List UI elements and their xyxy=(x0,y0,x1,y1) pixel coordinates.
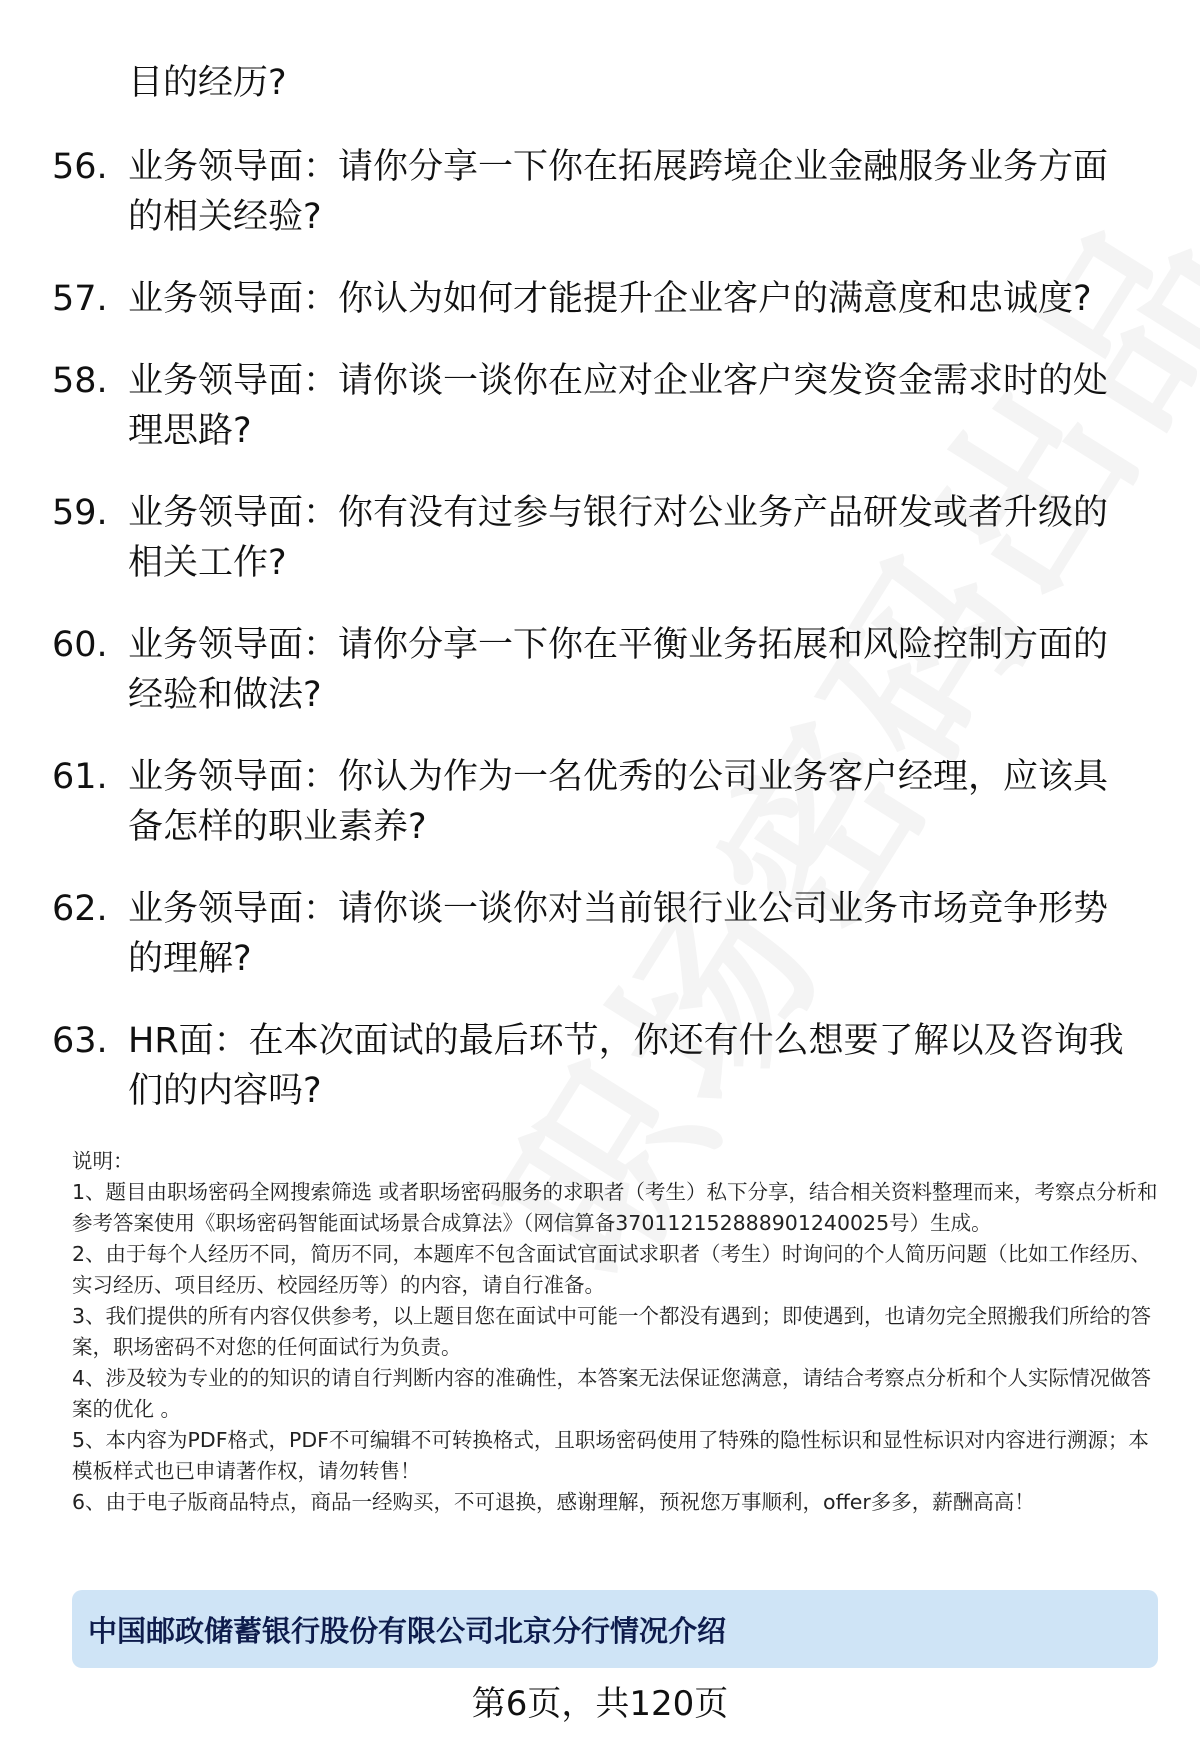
question-number: 60. xyxy=(52,625,108,665)
notes-heading: 说明： xyxy=(72,1149,134,1173)
note-item: 2、由于每个人经历不同，简历不同，本题库不包含面试官面试求职者（考生）时询问的个人简历问题（比如工作经历、实习经历、项目经历、校园经历等）的内容，请自行准备。 xyxy=(72,1242,1152,1297)
question-item xyxy=(52,752,1152,852)
question-continuation: 目的经历? xyxy=(128,63,287,103)
question-number: 58. xyxy=(52,361,108,401)
question-number: 57. xyxy=(52,279,108,319)
question-item xyxy=(52,1016,1152,1116)
question-text: HR面：在本次面试的最后环节，你还有什么想要了解以及咨询我们的内容吗? xyxy=(128,1021,1124,1111)
note-item: 6、由于电子版商品特点，商品一经购买，不可退换，感谢理解，预祝您万事顺利，offer多多，薪酬高高！ xyxy=(72,1490,1035,1514)
question-number: 59. xyxy=(52,493,108,533)
question-number: 56. xyxy=(52,147,108,187)
question-number: 62. xyxy=(52,889,108,929)
question-text: 业务领导面：请你分享一下你在平衡业务拓展和风险控制方面的经验和做法? xyxy=(128,625,1109,715)
note-item: 4、涉及较为专业的的知识的请自行判断内容的准确性，本答案无法保证您满意，请结合考察点分析和个人实际情况做答案的优化 。 xyxy=(72,1366,1152,1421)
question-text: 业务领导面：你认为如何才能提升企业客户的满意度和忠诚度? xyxy=(128,279,1092,319)
note-item: 3、我们提供的所有内容仅供参考，以上题目您在面试中可能一个都没有遇到；即使遇到，也请勿完全照搬我们所给的答案，职场密码不对您的任何面试行为负责。 xyxy=(72,1304,1152,1359)
question-item xyxy=(52,488,1152,588)
section-banner xyxy=(72,1590,1158,1668)
question-item xyxy=(52,620,1152,720)
question-text: 业务领导面：请你谈一谈你对当前银行业公司业务市场竞争形势的理解? xyxy=(128,889,1109,979)
question-text: 业务领导面：请你谈一谈你在应对企业客户突发资金需求时的处理思路? xyxy=(128,361,1109,451)
banner-title: 中国邮政储蓄银行股份有限公司北京分行情况介绍 xyxy=(88,1613,727,1648)
question-item xyxy=(52,274,1152,324)
question-item xyxy=(52,142,1152,242)
question-text: 业务领导面：请你分享一下你在拓展跨境企业金融服务业务方面的相关经验? xyxy=(128,147,1109,237)
question-item xyxy=(52,356,1152,456)
question-text: 业务领导面：你认为作为一名优秀的公司业务客户经理，应该具备怎样的职业素养? xyxy=(128,757,1109,847)
question-text: 业务领导面：你有没有过参与银行对公业务产品研发或者升级的相关工作? xyxy=(128,493,1109,583)
page-number: 第6页，共120页 xyxy=(471,1684,729,1724)
question-number: 63. xyxy=(52,1021,108,1061)
note-item: 5、本内容为PDF格式，PDF不可编辑不可转换格式，且职场密码使用了特殊的隐性标识和显性标识对内容进行溯源；本模板样式也已申请著作权，请勿转售！ xyxy=(72,1428,1149,1483)
note-item: 1、题目由职场密码全网搜索筛选 或者职场密码服务的求职者（考生）私下分享，结合相关资料整理而来，考察点分析和参考答案使用《职场密码智能面试场景合成算法》（网信算备370112152888901240025号）生成。 xyxy=(72,1180,1158,1235)
notes-section xyxy=(72,1146,1162,1518)
question-number: 61. xyxy=(52,757,108,797)
question-item xyxy=(52,884,1152,984)
question-list xyxy=(52,142,1152,1148)
